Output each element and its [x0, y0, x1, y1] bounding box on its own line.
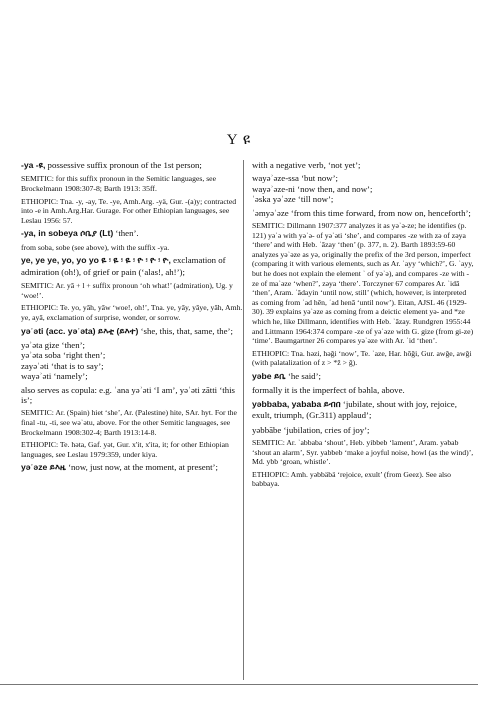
ethiopic-note: ETHIOPIC: Tna. həzi, həǧi ‘now’, Te. ʾaze, Har. hōǧi, Gur. awǧe, awǧi (with palatalization of z > *ž > ǧ).: [252, 348, 472, 368]
ethiopic-note: ETHIOPIC: Amh. yəbbäbä ‘rejoice, exult’ (from Geez). See also babbaya.: [252, 469, 452, 489]
example: ʾəska yəʾəze ‘till now’;: [252, 194, 334, 205]
entry-yeeze: [21, 462, 247, 473]
column-divider: [243, 160, 244, 680]
example: yəbbābe ‘jubilation, cries of joy’;: [252, 424, 370, 435]
ethiopic-note: ETHIOPIC: Te. həta, Gaf. yət, Gur. x'it, x'ita, it; for other Ethiopian languages, see Leslau 1979:359, under kiya.: [21, 440, 229, 459]
definition: ‘she, this, that, same, the’;: [138, 325, 233, 336]
example: zayəʾəti ‘that is to say’;: [21, 360, 104, 371]
example: wayəʾəze-ssa ‘but now’;: [252, 173, 338, 184]
page-heading: Y ዩ: [226, 132, 252, 148]
entry-yebbaba: [252, 399, 474, 422]
entry-sobeya: [21, 228, 247, 239]
ethiopic-note: ETHIOPIC: Tna. -y, -ay, Te. -ye, Amh.Arg. -yä, Gur. -(a)y; contracted into -e in Amh.Arg.Har. Gurage. For other Ethiopian languages, see Leslau 1956: 57.: [21, 196, 237, 225]
headword: yəbbaba, yababa ይብበ: [252, 398, 341, 409]
example: yəʾəta gize ‘then’;: [21, 339, 85, 350]
definition: ‘jubilate, shout with joy, rejoice, exult, triumph, (Gr.311) applaud’;: [252, 398, 457, 421]
semitic-note: SEMITIC: Ar. (Spain) hiet ‘she’, Ar. (Palestine) hite, SAr. hyt. For the final -tu, -ti, see wəʾətu, above. For the other Semitic languages, see Brockelmann 1908:302-4; Barth 1913:14-8.: [21, 408, 237, 437]
bottom-rule: [0, 684, 478, 685]
semitic-note: SEMITIC: Dillmann 1907:377 analyzes it as yəʾə-ze; he identifies (p. 121) yəʾə with yəʾə- of yəʾəti ‘she’, and compares -ze with zə of zəya ‘there’ and with Heb. ʾāzay ‘then’ (p. 377, n. 2). Barth 1893:59-60 analyzes yəʾəze as yə, originally the prefix of the 3rd person, imperfect (comparing it with various elements, such as Ar. ʾayy ‘which?’, G. ʾayy, but he does not explain the element ʾ of yəʾə), and compares -ze with -ze of maʾəze ‘when?’, zəya ‘there’. Torczyner 67 compares Ar. ʾidā ‘then’, Aram. ʾădayin ‘until now, still’ (which, however, is interpreted as coming from ʿad hēn, ʿad henā ‘until now’). Eitan, AJSL 46 (1929-30). 39 explains yəʾəze as coming from a deictic element yə- and *ze which he, like Dillmann, identifies with Heb. ʾāzay. Rundgren 1955:44 and Littmann 1964:374 compare -ze of yəʾəze with G. gize (from gi-ze) ‘time’. Baumgartner 26 compares yəʾəze with Ar. ʾid ‘then’.: [252, 221, 474, 346]
example: yəʾəta soba ‘right then’;: [21, 350, 106, 361]
entry-ya-suffix: [21, 160, 247, 171]
definition: ‘he said’;: [285, 370, 321, 381]
usage-text: with a negative verb, ‘not yet’;: [252, 160, 361, 170]
entry-ye-yo: [21, 255, 247, 278]
example: wayəʾəze-ni ‘now then, and now’;: [252, 183, 373, 194]
semitic-note: SEMITIC: Ar. ʾabbaba ‘shout’, Heb. yibbeb ‘lament’, Aram. yəbab ‘shout an alarm’, Syr. yabbeb ‘make a joyful noise, howl (as the wind)’, Md. ybb ‘groan, whistle’.: [252, 437, 474, 467]
left-column: [21, 160, 247, 477]
definition: possessive suffix pronoun of the 1st person;: [45, 160, 202, 170]
headword: -ya -ዩ,: [21, 160, 46, 170]
right-column: [252, 160, 474, 492]
definition: ‘now, just now, at the moment, at present’;: [65, 462, 218, 473]
headword: -ya, in sobeya ሶቤያ (Lt): [21, 228, 114, 239]
entry-yebe: [252, 371, 474, 382]
example: wayəʾəti ‘namely’;: [21, 371, 88, 382]
headword: yəbe ይቤ: [252, 370, 286, 381]
origin-note: from soba, sobe (see above), with the suffix -ya.: [21, 242, 170, 252]
example-list: [252, 425, 474, 435]
semitic-note: SEMITIC: for this suffix pronoun in the Semitic languages, see Brockelmann 1908:307-8; Barth 1913: 35ff.: [21, 174, 217, 193]
definition: exclamation of admiration (oh!), of grief or pain (‘alas!, ah!’);: [21, 255, 226, 277]
headword: yəʾəti (acc. yəʾəta) ይእቲ (ይእተ): [21, 325, 139, 336]
headword: yəʾəze ይእዜ: [21, 462, 66, 473]
headword: ye, ye ye, yo, yo yo ዬ ፡ ዬ ፡ ዬ ፡ ዮ ፡ ዮ ፡ ዮ,: [21, 255, 171, 266]
usage-text: ʾəmyəʾəze ‘from this time forward, from now on, henceforth’;: [252, 207, 471, 218]
definition: ‘then’.: [113, 228, 139, 239]
semitic-note: SEMITIC: Ar. yā + l + suffix pronoun ‘oh what!’ (admiration), Ug. y ‘woe!’.: [21, 281, 233, 300]
example-list: [252, 173, 474, 204]
usage-text: formally it is the imperfect of bəhla, above.: [252, 385, 405, 396]
entry-yeeti: [21, 326, 247, 337]
example-list: [21, 340, 247, 382]
ethiopic-note: ETHIOPIC: Te. yo, yāh, yāw ‘woe!, oh!’, Tna. ye, yāy, yāye, yāh, Amh. ye, ayā, exclamation of surprise, wonder, or sorrow.: [21, 303, 243, 322]
usage-text: also serves as copula: e.g. ʾana yəʾəti ‘I am’, yəʾəti zātti ‘this is’;: [21, 384, 235, 405]
